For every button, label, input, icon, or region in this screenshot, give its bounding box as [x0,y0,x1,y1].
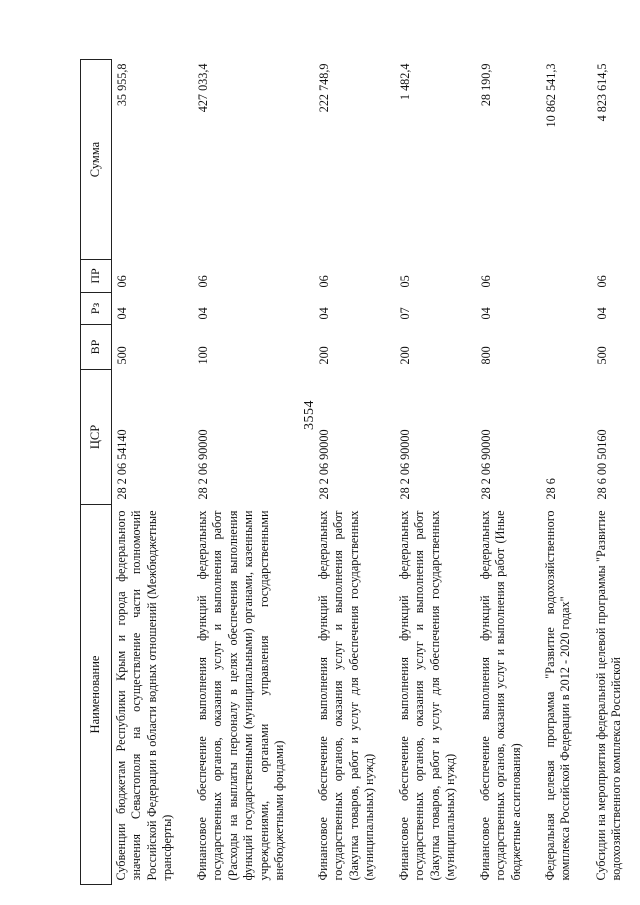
row-rz: 04 [115,307,129,320]
row-csr: 28 2 06 54140 [115,429,129,500]
table-row [476,60,541,885]
row-name: Федеральная целевая программа "Развитие водохозяйственного комплекса Российской Федерации в 2012 - 2020 годах" [543,510,573,881]
table-row [541,60,592,885]
row-vr: 800 [479,346,493,365]
row-rz [541,293,592,325]
row-sum: 4 823 614,5 [595,63,609,122]
row-vr [541,325,592,370]
budget-table-container [80,60,624,885]
row-csr: 28 6 [544,478,558,500]
row-rz: 04 [595,307,609,320]
page-number: 3554 [302,400,317,430]
header-csr: ЦСР [81,370,112,505]
row-csr: 28 6 00 50160 [595,429,609,500]
row-sum: 427 033,4 [196,63,210,113]
row-rz: 04 [196,307,210,320]
table-row [193,60,314,885]
row-csr: 28 2 06 90000 [479,429,493,500]
row-pr: 06 [196,275,210,288]
row-vr: 100 [196,346,210,365]
row-name: Финансовое обеспечение выполнения функций федеральных государственных органов, оказания услуг и выполнения работ (Расходы на выплаты персоналу в целях обеспечения выполнения функций государственными (муниципальными) органами, казенными учреждениями, органами управления государственными внебюджетными фондами) [195,510,287,881]
header-sum: Сумма [81,60,112,260]
row-vr: 500 [595,346,609,365]
row-vr: 200 [317,346,331,365]
row-name: Финансовое обеспечение выполнения функций федеральных государственных органов, оказания услуг и выполнения работ (Закупка товаров, работ и услуг для обеспечения государственных (муниципальных) нужд) [316,510,377,881]
row-csr: 28 2 06 90000 [398,429,412,500]
row-sum: 222 748,9 [317,63,331,113]
row-vr: 200 [398,346,412,365]
row-rz: 04 [317,307,331,320]
row-csr: 28 2 06 90000 [317,429,331,500]
table-row [112,60,194,885]
row-vr: 500 [115,346,129,365]
row-name: Финансовое обеспечение выполнения функций федеральных государственных органов, оказания услуг и выполнения работ (Иные бюджетные ассигнования) [478,510,523,881]
row-sum: 1 482,4 [398,63,412,101]
row-name: Субвенции бюджетам Республики Крым и города федерального значения Севастополя на осуществление части полномочий Российской Федерации в области водных отношений (Межбюджетные трансферты) [114,510,175,881]
row-sum: 35 955,8 [115,63,129,107]
row-pr: 05 [398,275,412,288]
row-rz: 07 [398,307,412,320]
row-csr: 28 2 06 90000 [196,429,210,500]
row-pr: 06 [595,275,609,288]
table-row [314,60,395,885]
row-sum: 28 190,9 [479,63,493,107]
header-name: Наименование [81,505,112,885]
row-pr: 06 [115,275,129,288]
row-sum: 10 862 541,3 [544,63,558,128]
header-rz: Рз [81,293,112,325]
row-pr [541,260,592,293]
row-name: Финансовое обеспечение выполнения функций федеральных государственных органов, оказания услуг и выполнения работ (Закупка товаров, работ и услуг для обеспечения государственных (муниципальных) нужд) [397,510,458,881]
header-pr: ПР [81,260,112,293]
table-body [112,60,626,885]
budget-table [80,59,625,885]
header-vr: ВР [81,325,112,370]
table-row [395,60,476,885]
row-pr: 06 [317,275,331,288]
row-pr: 06 [479,275,493,288]
row-rz: 04 [479,307,493,320]
row-name: Субсидии на мероприятия федеральной целевой программы "Развитие водохозяйственного комплекса Российской [594,510,624,881]
table-header [81,60,112,885]
table-row [592,60,625,885]
